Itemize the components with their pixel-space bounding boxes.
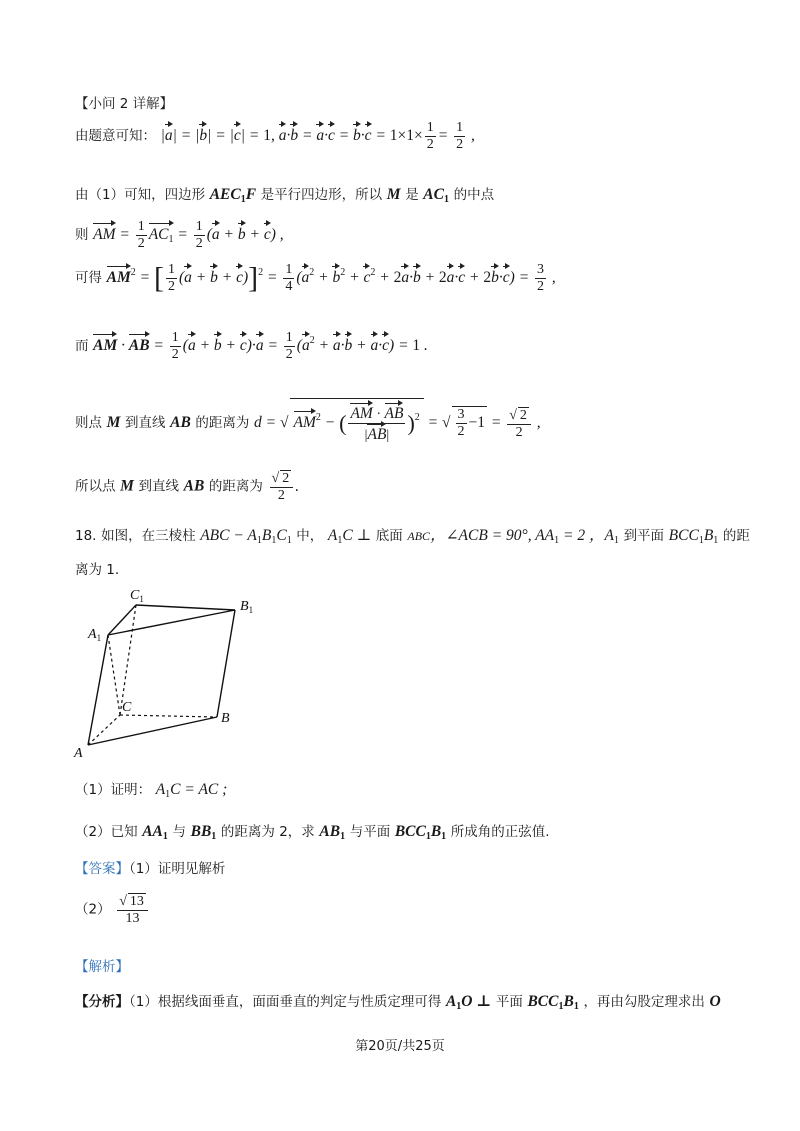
line-parallelogram: [75, 183, 730, 205]
text: 所成角的正弦值.: [450, 824, 550, 840]
text: 的距离为 2，求: [220, 824, 315, 840]
answer-line: [75, 857, 730, 877]
label-b1: $B_1$: [240, 599, 254, 615]
question-number: 18.: [75, 528, 97, 544]
analysis-line: [75, 955, 730, 975]
point-m: M: [120, 477, 134, 495]
analysis-tag: 【解析】: [75, 959, 129, 975]
label-a: A: [74, 746, 83, 760]
text: 可得: [75, 270, 102, 287]
text: 的距: [722, 528, 750, 544]
question-18-cont: [75, 558, 730, 578]
page-footer: [0, 1035, 800, 1054]
point-o: O: [709, 993, 721, 1010]
text: 是: [405, 187, 419, 203]
label-c: C: [122, 700, 132, 715]
given-prefix: 由题意可知：: [75, 128, 156, 145]
am-squared-equation: $AM^2$ = [ $\frac{1}{2}$ (a + b + c)]$^2$ = $\frac{1}{4}$ $(a^2 + b^2 + c^2 + 2a\cdot b + 2a\cdot c + 2b\cdot c)$ = $\frac{3}{2}$ ,: [106, 261, 556, 295]
label-b: B: [221, 711, 230, 726]
seg-bb1: $BB_1$: [190, 823, 217, 842]
plane-bcc1b1: $BCC_1B_1$: [394, 823, 447, 842]
sub-question-1: [75, 778, 730, 800]
answer-2-line: [75, 893, 730, 927]
edge-cb: [120, 715, 217, 717]
text: 所以点: [75, 478, 116, 495]
answer-2-label: （2）: [75, 901, 111, 918]
text: 的距离为: [208, 478, 263, 495]
heading-text: 【小问 2 详解】: [75, 96, 174, 112]
answer-2-value: $\frac{√ 13}{13}$: [115, 901, 150, 918]
text: （2）已知: [75, 824, 138, 840]
distance-value: $\frac{√ 2}{2}$ .: [271, 471, 300, 503]
text: 是平行四边形，所以: [260, 187, 383, 203]
line-am-dot-ab: [75, 330, 730, 363]
text: 到直线: [138, 478, 180, 495]
text: 的距离为: [195, 415, 250, 432]
plane-bcc1b1: $BCC_1B_1$: [668, 527, 719, 546]
claim: $A_1C$ = AC ;: [155, 781, 228, 800]
seg-a1o: $A_1O$ ⊥: [445, 993, 492, 1012]
plane-bcc1b1: $BCC_1B_1$: [527, 993, 579, 1012]
edge-c1c: [120, 605, 136, 715]
line-given-norms: [75, 120, 730, 153]
text: 而: [75, 338, 89, 355]
prism-figure: [70, 585, 270, 760]
text: 如图，在三棱柱: [101, 528, 196, 544]
question-18: [75, 523, 750, 546]
segment-ac1: $AC_1$: [423, 186, 449, 205]
line-distance: [75, 398, 730, 444]
answer-1: （1）证明见解析: [129, 861, 226, 877]
text: 到平面: [623, 528, 665, 544]
edge-ab: [88, 717, 217, 745]
line-ab: AB: [170, 414, 191, 432]
text: ，再由勾股定理求出: [583, 994, 705, 1010]
condition-2: ABC，∠ACB = 90°, $AA_1 = 2$ ，$A_1$: [407, 527, 619, 546]
text: （1）根据线面垂直，面面垂直的判定与性质定理可得: [129, 994, 442, 1010]
line-am-squared: [75, 262, 730, 295]
am-equation: AM = $\frac{1}{2}$ $AC_1$ = $\frac{1}{2}$ (a + b + c) ,: [93, 219, 284, 251]
text: 离为 1.: [75, 562, 120, 578]
given-equation: |a| = |b| = |c| = 1, a·b = a·c = b·c = 1×1× $\frac{1}{2}$ = $\frac{1}{2}$ ,: [160, 120, 475, 152]
line-conclusion: [75, 470, 730, 504]
seg-aa1: $AA_1$: [142, 823, 168, 842]
label-c1: $C_1$: [130, 588, 144, 604]
sub-question-2: [75, 820, 730, 842]
text: 则点: [75, 415, 102, 432]
edge-c1b1: [136, 605, 235, 610]
edge-b1b: [217, 610, 235, 717]
line-ab: AB: [183, 477, 205, 495]
answer-tag: 【答案】: [75, 861, 129, 877]
text: 由（1）可知，四边形: [75, 187, 206, 203]
text: 底面: [375, 528, 403, 544]
text: 的中点: [453, 187, 495, 203]
label-a1: $A_1$: [88, 627, 102, 643]
point-m: M: [386, 186, 401, 203]
part2-heading: [75, 92, 730, 112]
fenxi-tag: 【分析】: [75, 994, 129, 1010]
page-number: 第20页/共25页: [355, 1039, 445, 1054]
edge-a1c: [108, 635, 120, 715]
prism-name: ABC − $A_1B_1C_1$: [200, 527, 292, 546]
condition-1: $A_1C$ ⊥: [327, 527, 372, 546]
text: 与平面: [349, 824, 391, 840]
am-dot-ab-equation: AM · AB = $\frac{1}{2}$ (a + b + c)·a = $\frac{1}{2}$ $(a^2 + a\cdot b + a\cdot c) = 1$ .: [93, 330, 428, 362]
text: 中，: [296, 528, 324, 544]
text: 到直线: [125, 415, 166, 432]
fenxi-line: [75, 990, 730, 1012]
text: 则: [75, 227, 89, 244]
text: 与: [172, 824, 186, 840]
quad-aec1f: $AEC_1F$: [209, 186, 257, 205]
distance-formula: d = √ $AM^2$ − ( $\frac{AM \cdot AB}{|AB|}$ )$^2$ = √ $\frac{3}{2}$ −1 = $\frac{√ 2}{2}$ ,: [254, 414, 541, 431]
line-am-vector: [75, 219, 730, 252]
seg-ab1: $AB_1$: [319, 823, 346, 842]
point-m: M: [106, 414, 121, 432]
edge-a1a: [88, 635, 108, 745]
text: （1）证明：: [75, 782, 152, 798]
text: 平面: [495, 994, 523, 1010]
